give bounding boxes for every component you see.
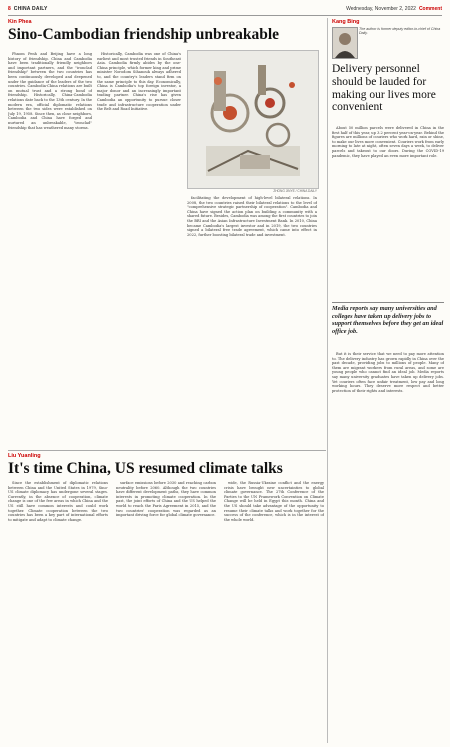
right-column-byline: Kang Bing [332,19,360,25]
illustration-svg [188,51,318,188]
top-story-byline: Kin Phea [8,19,32,25]
right-column-text-1: About 50 million parcels were delivered in China in the first half of this year, up 3.2 percent year-on-year. Behind the figures are millions of couriers who work hard, rain or shine, to make our lives more convenient. Couriers work from early morning to late at night, often seven days a week, to deliver parcels and takeout to our doors. During the COVID-19 pandemic, they have played an even more important role. [332,126,444,158]
section-divider [8,450,326,451]
bottom-story-byline: Liu Yuanling [8,453,41,459]
bottom-story-column-1: Since the establishment of diplomatic relations between China and the United States in 1979, Sino-US climate diplomacy has undergone several stages. Currently, in the absence of cooperation, climate change is one of the few areas in which China and the US still have common interests and could work together. Climate cooperation between the two countries has been a key part of international efforts to mitigate and adapt to climate change. [8,481,108,522]
top-story-column-3: facilitating the development of high-level bilateral relations. In 2008, the two countries raised their bilateral relations to the level of "comprehensive strategic partnership of cooperation". Cambodia and China have signed the action plan on building a community with a shared future. Besides, Cambodia was among the first countries to join the BRI and the Asian Infrastructure Investment Bank. In 2010, China became Cambodia's largest investor and in 2019, the two countries signed a bilateral free trade agreement, which came into effect in 2022, further boosting bilateral trade and investment. [187,196,317,237]
page-number: 8 [8,6,11,12]
right-column-headline: Delivery personnel should be lauded for making our lives more convenient [332,63,436,114]
pull-quote: Media reports say many universities and colleges have taken up delivery jobs to support themselves before they get an ideal office job. [332,302,444,335]
masthead [8,3,442,16]
issue-date: Wednesday, November 2, 2022 [346,6,416,12]
bottom-story-column-2: surface emissions before 2030 and reaching carbon neutrality before 2060. Although the two countries have different development paths, they have common interests in promoting climate cooperation. In the past, the joint efforts of China and the US helped the world to reach the Paris Agreement in 2015, and the two countries' cooperation was regarded as an important driving force for global climate governance. [116,481,216,518]
top-story-headline: Sino-Cambodian friendship unbreakable [8,26,280,43]
bottom-story-column-3: wide, the Russia-Ukraine conflict and the energy crisis have brought new uncertainties to global climate governance. The 27th Conference of the Parties to the UN Framework Convention on Climate Change will be held in Egypt this month. China and the US should take advantage of the opportunity to resume their climate talks and work together for the success of the conference, which is in the interest of the whole world. [224,481,324,522]
section-name: Comment [418,6,442,12]
author-portrait-svg [333,28,357,58]
author-note: The author is former deputy editor-in-chief of China Daily. [359,27,441,36]
column-divider [327,18,328,743]
top-story-column-1: Phnom Penh and Beijing have a long history of friendship. China and Cambodia have been traditionally friendly neighbors and important partners, and the "ironclad friendship" between the two countries has been continuously developed and deepened under the guidance of the leaders of the two countries. Cambodia-China relations are built on mutual trust and a strong bond of friendship. Historically, China-Cambodia relations date back to the 13th century. In the modern era, official diplomatic relations between the two sides were established on July 19, 1958. Since then, as close neighbors, Cambodia and China have forged and nurtured an unbreakable, "ironclad" friendship that has weathered many storms. [8,52,92,130]
illustration-credit: ZHONG JINYE / CHINA DAILY [273,189,317,193]
top-story-column-2: Historically, Cambodia was one of China's earliest and most trusted friends in Southeast Asia. Cambodia firmly abides by the one-China principle, which former king and prime minister Norodom Sihanouk always adhered to, and the country's leaders stand firm on the same principle to this day. Economically, China is Cambodia's top foreign investor, a major donor and an increasingly important trading partner. China's rise has given Cambodia an opportunity to pursue closer trade and infrastructure cooperation under the Belt and Road Initiative. [97,52,181,112]
author-photo [332,27,358,59]
right-column-text-2: But it is their service that we need to pay more attention to. The delivery industry has grown rapidly in China over the past decade, providing jobs to millions of people. Many of them are migrant workers from rural areas, and some are young people who cannot find an ideal job. Media reports say many university graduates have taken up delivery jobs. Yet couriers often face unfair treatment, low pay and long working hours. They deserve more respect and better protection of their rights and interests. [332,352,444,393]
paper-name: CHINA DAILY [13,6,48,12]
illustration-image [187,50,319,189]
bottom-story-headline: It's time China, US resumed climate talks [8,460,283,477]
